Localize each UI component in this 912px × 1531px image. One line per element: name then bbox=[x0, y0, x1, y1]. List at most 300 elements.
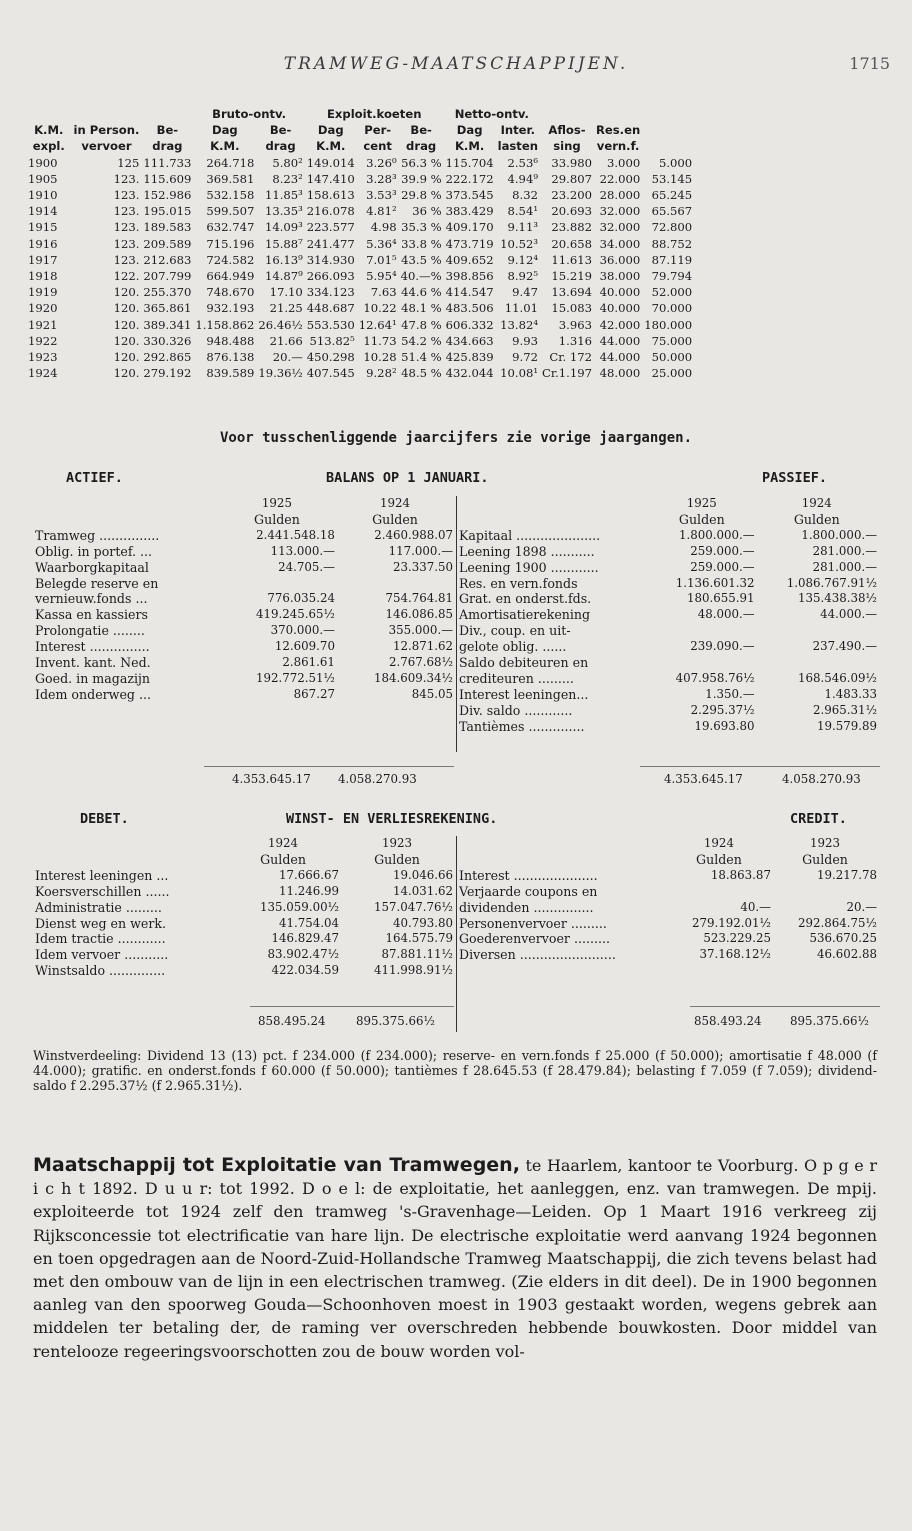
table-cell: 209.589 bbox=[143, 236, 192, 251]
table-cell: 839.589 bbox=[206, 366, 255, 381]
table-cell: 115.609 bbox=[143, 171, 192, 186]
table-cell: 2.53⁶ bbox=[507, 155, 538, 170]
table-cell: 23.200 bbox=[551, 188, 592, 203]
row-label: Div. saldo ............ bbox=[459, 702, 573, 718]
statement-row bbox=[34, 671, 454, 687]
row-value-b bbox=[756, 655, 878, 671]
table-cell: 38.000 bbox=[599, 269, 641, 284]
table-cell: 52.000 bbox=[651, 285, 693, 300]
table-cell: 223.577 bbox=[306, 220, 355, 235]
table-cell: 43.5 % bbox=[401, 252, 442, 267]
row-value-a bbox=[648, 623, 755, 639]
column-header: drag bbox=[152, 139, 183, 154]
company-description bbox=[33, 1154, 877, 1363]
row-value-a: 2.441.548.18 bbox=[256, 527, 335, 542]
table-cell: 53.145 bbox=[651, 171, 693, 186]
balance-total-rule bbox=[204, 766, 454, 767]
table-cell: 115.704 bbox=[445, 155, 494, 170]
statement-row bbox=[458, 947, 878, 963]
row-value-a: 180.655.91 bbox=[687, 591, 755, 606]
statement-row bbox=[34, 884, 454, 900]
year-cell: 1905 bbox=[28, 171, 58, 186]
table-cell: 532.158 bbox=[206, 188, 255, 203]
table-cell: 36.000 bbox=[599, 252, 641, 267]
statement-row bbox=[458, 900, 878, 916]
table-cell: 34.000 bbox=[599, 236, 641, 251]
statement-row bbox=[34, 868, 454, 884]
table-cell: 35.3 % bbox=[401, 220, 442, 235]
row-value-b: 146.086.85 bbox=[385, 607, 453, 622]
table-row bbox=[26, 333, 694, 349]
table-cell: 1.158.862 bbox=[195, 317, 255, 332]
row-value-b: 2.965.31½ bbox=[813, 702, 877, 717]
table-cell: 11.85³ bbox=[264, 188, 303, 203]
pl-left-total-b: 895.375.66½ bbox=[356, 1014, 435, 1028]
table-cell: 383.429 bbox=[445, 204, 494, 219]
row-value-a: 422.034.59 bbox=[271, 963, 340, 978]
row-value-a: 2.861.61 bbox=[282, 655, 335, 670]
table-cell: 120. bbox=[113, 366, 140, 381]
table-row bbox=[26, 284, 694, 300]
year-cell: 1921 bbox=[28, 317, 58, 332]
table-cell: 26.46½ bbox=[258, 317, 303, 332]
year-header: 1925 bbox=[686, 496, 717, 510]
row-label: Invent. kant. Ned. bbox=[35, 655, 151, 671]
pl-credit-table bbox=[458, 836, 878, 963]
page-number: 1715 bbox=[849, 54, 890, 73]
table-cell: 120. bbox=[113, 301, 140, 316]
table-cell: 398.856 bbox=[445, 269, 494, 284]
table-cell: 483.506 bbox=[445, 301, 494, 316]
statement-row bbox=[458, 916, 878, 932]
row-value-b bbox=[756, 623, 878, 639]
table-cell: 21.25 bbox=[269, 301, 303, 316]
pl-right-title: CREDIT. bbox=[790, 811, 847, 827]
column-header: vervoer bbox=[81, 139, 132, 154]
column-header: Dag bbox=[456, 123, 483, 138]
table-cell: 553.530 bbox=[306, 317, 355, 332]
row-value-a: 239.090.— bbox=[690, 639, 755, 654]
year-header: 1924 bbox=[703, 836, 734, 850]
statement-row bbox=[458, 655, 878, 671]
statement-row bbox=[34, 560, 454, 576]
table-cell: 5.80² bbox=[272, 155, 303, 170]
row-value-a bbox=[218, 576, 336, 592]
year-cell: 1916 bbox=[28, 236, 58, 251]
row-value-a bbox=[648, 655, 755, 671]
table-cell: 599.507 bbox=[206, 204, 255, 219]
row-value-a: 523.229.25 bbox=[703, 931, 771, 946]
year-cell: 1914 bbox=[28, 204, 58, 219]
table-cell: 9.28² bbox=[366, 366, 397, 381]
row-value-b bbox=[772, 884, 878, 900]
table-cell: 36 % bbox=[412, 204, 442, 219]
row-value-a: 24.705.— bbox=[278, 559, 335, 574]
row-label: Prolongatie ........ bbox=[35, 623, 145, 639]
table-cell: 9.47 bbox=[512, 285, 538, 300]
table-cell: 48.5 % bbox=[401, 366, 442, 381]
row-value-b bbox=[336, 576, 454, 592]
table-cell: 13.35³ bbox=[264, 204, 303, 219]
statement-row bbox=[34, 607, 454, 623]
table-cell: 8.54¹ bbox=[507, 204, 538, 219]
table-cell: 39.9 % bbox=[401, 171, 442, 186]
table-row bbox=[26, 236, 694, 252]
table-cell: 72.800 bbox=[651, 220, 693, 235]
column-header: Aflos- bbox=[548, 123, 586, 138]
balance-left-title: ACTIEF. bbox=[66, 470, 123, 486]
row-value-a: 37.168.12½ bbox=[699, 947, 771, 962]
table-cell: 158.613 bbox=[306, 188, 355, 203]
table-cell: 3.28³ bbox=[366, 171, 397, 186]
column-header: K.M. bbox=[454, 139, 485, 154]
pl-right-total-b: 895.375.66½ bbox=[790, 1014, 869, 1028]
table-cell: 4.81² bbox=[366, 204, 397, 219]
table-cell: 748.670 bbox=[206, 285, 255, 300]
table-cell: 8.92⁵ bbox=[507, 269, 538, 284]
table-cell: 189.583 bbox=[143, 220, 192, 235]
row-label: Goederenvervoer ......... bbox=[459, 931, 610, 947]
row-value-a: 17.666.67 bbox=[278, 867, 340, 882]
row-label: Saldo debiteuren en bbox=[459, 655, 589, 671]
row-value-b: 168.546.09½ bbox=[798, 670, 877, 685]
row-value-a: 1.800.000.— bbox=[678, 527, 755, 542]
table-cell: 606.332 bbox=[445, 317, 494, 332]
column-header: Res.en bbox=[595, 123, 641, 138]
table-cell: 10.22 bbox=[363, 301, 397, 316]
row-value-a: 192.772.51½ bbox=[255, 670, 335, 685]
year-header: 1924 bbox=[801, 496, 832, 510]
row-label: Idem vervoer ........... bbox=[35, 947, 169, 963]
statement-row bbox=[34, 591, 454, 607]
statement-row bbox=[458, 687, 878, 703]
row-label: Interest ............... bbox=[35, 639, 150, 655]
table-cell: 40.000 bbox=[599, 301, 641, 316]
table-cell: 122. bbox=[113, 269, 140, 284]
balance-right-title: PASSIEF. bbox=[762, 470, 828, 486]
statement-row bbox=[458, 576, 878, 592]
table-cell: 3.26⁰ bbox=[366, 155, 397, 170]
row-value-a: 867.27 bbox=[293, 686, 335, 701]
table-cell: 10.08¹ bbox=[500, 366, 538, 381]
table-cell: 29.8 % bbox=[401, 188, 442, 203]
statement-row bbox=[34, 916, 454, 932]
row-value-b: 1.483.33 bbox=[824, 686, 877, 701]
table-cell: 20.— bbox=[272, 350, 303, 365]
row-value-a: 370.000.— bbox=[270, 623, 335, 638]
table-cell: 7.63 bbox=[370, 285, 397, 300]
row-label: Dienst weg en werk. bbox=[35, 915, 166, 931]
row-value-b: 2.460.988.07 bbox=[374, 527, 453, 542]
table-cell: 44.000 bbox=[599, 333, 641, 348]
stats-header-row bbox=[26, 138, 694, 154]
table-cell: 409.652 bbox=[445, 252, 494, 267]
table-row bbox=[26, 252, 694, 268]
row-value-a: 41.754.04 bbox=[278, 915, 340, 930]
row-value-a: 18.863.87 bbox=[710, 867, 771, 882]
row-value-b: 184.609.34½ bbox=[374, 670, 453, 685]
row-value-b: 281.000.— bbox=[812, 559, 877, 574]
table-cell: 9.72 bbox=[512, 350, 538, 365]
row-value-b: 12.871.62 bbox=[392, 639, 453, 654]
table-cell: 19.36½ bbox=[258, 366, 303, 381]
unit-header: Gulden bbox=[696, 851, 742, 867]
row-value-b: 281.000.— bbox=[812, 543, 877, 558]
table-cell: 264.718 bbox=[206, 155, 255, 170]
table-cell: 266.093 bbox=[306, 269, 355, 284]
stats-header-row bbox=[26, 122, 694, 138]
year-cell: 1910 bbox=[28, 188, 58, 203]
table-cell: 33.980 bbox=[551, 155, 592, 170]
row-value-a: 407.958.76½ bbox=[675, 670, 755, 685]
group-header: Bruto-ontv. bbox=[212, 107, 287, 121]
row-value-b: 237.490.— bbox=[812, 639, 877, 654]
table-cell: 21.66 bbox=[269, 333, 303, 348]
group-header: Netto-ontv. bbox=[454, 107, 529, 121]
table-cell: 120. bbox=[113, 333, 140, 348]
table-cell: 79.794 bbox=[651, 269, 693, 284]
pl-divider bbox=[456, 836, 457, 1032]
table-cell: 42.000 bbox=[599, 317, 641, 332]
year-cell: 1922 bbox=[28, 333, 58, 348]
balance-total-rule bbox=[640, 766, 880, 767]
table-cell: 28.000 bbox=[599, 188, 641, 203]
table-cell: 16.13⁹ bbox=[264, 252, 303, 267]
table-cell: 3.53³ bbox=[366, 188, 397, 203]
balance-divider bbox=[456, 496, 457, 752]
row-value-b: 44.000.— bbox=[820, 607, 877, 622]
row-label: Personenvervoer ......... bbox=[459, 915, 607, 931]
row-value-a: 146.829.47 bbox=[271, 931, 340, 946]
row-value-a: 11.246.99 bbox=[278, 883, 340, 898]
statement-row bbox=[458, 544, 878, 560]
table-row bbox=[26, 317, 694, 333]
column-header: Per- bbox=[364, 123, 392, 138]
row-value-b: 157.047.76½ bbox=[374, 899, 453, 914]
table-cell: 434.663 bbox=[445, 333, 494, 348]
table-cell: 513.82⁵ bbox=[309, 333, 355, 348]
statement-row bbox=[458, 528, 878, 544]
table-row bbox=[26, 300, 694, 316]
column-header: expl. bbox=[32, 139, 65, 154]
table-cell: 40.000 bbox=[599, 285, 641, 300]
row-value-b: 20.— bbox=[846, 899, 877, 914]
row-label: Kassa en kassiers bbox=[35, 607, 148, 623]
row-label: crediteuren ......... bbox=[459, 670, 574, 686]
column-header: in Person. bbox=[73, 123, 140, 138]
statement-row bbox=[458, 639, 878, 655]
column-header: cent bbox=[363, 139, 392, 154]
column-header: Dag bbox=[317, 123, 344, 138]
table-cell: 9.93 bbox=[512, 333, 538, 348]
year-header: 1923 bbox=[809, 836, 840, 850]
row-label: Kapitaal ..................... bbox=[459, 527, 601, 543]
statement-row bbox=[34, 576, 454, 592]
table-cell: 414.547 bbox=[445, 285, 494, 300]
pl-left-title: DEBET. bbox=[80, 811, 129, 827]
table-cell: 25.000 bbox=[651, 366, 693, 381]
table-cell: 123. bbox=[113, 188, 140, 203]
row-label: Tantièmes .............. bbox=[459, 718, 585, 734]
unit-header: Gulden bbox=[260, 851, 306, 867]
row-label: Koersverschillen ...... bbox=[35, 883, 170, 899]
table-cell: 123. bbox=[113, 220, 140, 235]
row-value-b: 117.000.— bbox=[388, 543, 453, 558]
row-value-a: 279.192.01½ bbox=[691, 915, 771, 930]
row-label: Interest ..................... bbox=[459, 867, 598, 883]
table-cell: 123. bbox=[113, 236, 140, 251]
statement-row bbox=[34, 655, 454, 671]
row-value-a: 1.136.601.32 bbox=[675, 575, 755, 590]
table-cell: 111.733 bbox=[143, 155, 192, 170]
table-cell: 23.882 bbox=[551, 220, 592, 235]
row-label: Leening 1900 ............ bbox=[459, 559, 599, 575]
table-row bbox=[26, 171, 694, 187]
table-cell: 724.582 bbox=[206, 252, 255, 267]
row-value-b: 19.046.66 bbox=[392, 867, 453, 882]
year-cell: 1919 bbox=[28, 285, 58, 300]
table-cell: 125 bbox=[117, 155, 140, 170]
table-cell: 12.64¹ bbox=[358, 317, 397, 332]
group-header: Exploit.koeten bbox=[327, 107, 422, 121]
balance-left-total-a: 4.353.645.17 bbox=[232, 772, 311, 786]
row-value-a: 776.035.24 bbox=[267, 591, 335, 606]
row-value-b: 355.000.— bbox=[388, 623, 453, 638]
table-cell: 47.8 % bbox=[401, 317, 442, 332]
table-cell: 56.3 % bbox=[401, 155, 442, 170]
pl-total-rule bbox=[250, 1006, 454, 1007]
table-cell: 123. bbox=[113, 252, 140, 267]
row-value-b: 135.438.38½ bbox=[798, 591, 877, 606]
unit-header: Gulden bbox=[793, 511, 840, 527]
table-cell: 123. bbox=[113, 171, 140, 186]
row-label: Amortisatierekening bbox=[459, 607, 591, 623]
unit-header: Gulden bbox=[372, 511, 418, 527]
table-cell: 15.219 bbox=[551, 269, 592, 284]
year-cell: 1900 bbox=[28, 155, 58, 170]
row-value-a: 113.000.— bbox=[270, 543, 335, 558]
table-cell: 369.581 bbox=[206, 171, 255, 186]
row-label: Winstsaldo .............. bbox=[35, 963, 166, 979]
table-cell: 87.119 bbox=[651, 252, 693, 267]
table-row bbox=[26, 187, 694, 203]
pl-debit-table bbox=[34, 836, 454, 979]
row-value-b: 19.217.78 bbox=[816, 867, 877, 882]
company-body: te Haarlem, kantoor te Voorburg. O p g e r i c h t 1892. D u u r: tot 1992. D o e l: de exploitatie, het aanleggen, enz. van tramwegen. De mpij. exploiteerde tot 1924 zelf den tramweg 's-Gravenhage—Leiden. Op 1 Maart 1916 verkreeg zij Rijksconcessie tot electrificatie van hare lijn. De electrische exploitatie werd aanvang 1924 begonnen en toen opgedragen aan de Noord-Zuid-Hollandsche Tramweg Maatschappij, die zich tevens belast had met den ombouw van de lijn in een electrischen tramweg. (Zie elders in dit deel). De in 1900 begonnen aanleg van den spoorweg Gouda—Schoonhoven moest in 1903 gestaakt worden, wegens gebrek aan middelen ter betaling der, de raming ver overschreden hebbende bouwkosten. Door middel van rentelooze regeeringsvoorschotten zou de bouw worden vol- bbox=[33, 1156, 877, 1361]
column-header: drag bbox=[406, 139, 437, 154]
table-cell: 70.000 bbox=[651, 301, 693, 316]
row-value-a: 83.902.47½ bbox=[267, 947, 340, 962]
table-cell: 40.—% bbox=[400, 269, 442, 284]
statement-row bbox=[458, 931, 878, 947]
table-cell: 207.799 bbox=[143, 269, 192, 284]
table-cell: 5.36⁴ bbox=[366, 236, 397, 251]
year-header: 1923 bbox=[381, 836, 413, 850]
statement-row bbox=[458, 560, 878, 576]
table-cell: 448.687 bbox=[306, 301, 355, 316]
table-cell: 51.4 % bbox=[401, 350, 442, 365]
row-label: Tramweg ............... bbox=[35, 527, 160, 543]
table-cell: 409.170 bbox=[445, 220, 494, 235]
table-cell: 11.01 bbox=[504, 301, 538, 316]
table-cell: 3.963 bbox=[558, 317, 592, 332]
table-cell: 279.192 bbox=[143, 366, 192, 381]
stats-footnote: Voor tusschenliggende jaarcijfers zie vorige jaargangen. bbox=[219, 430, 692, 446]
table-cell: 48.1 % bbox=[401, 301, 442, 316]
statement-row bbox=[458, 703, 878, 719]
table-cell: 15.88⁷ bbox=[264, 236, 303, 251]
row-label: Idem onderweg ... bbox=[35, 686, 151, 702]
unit-header: Gulden bbox=[374, 851, 420, 867]
table-cell: 948.488 bbox=[206, 333, 255, 348]
row-value-a: 2.295.37½ bbox=[690, 702, 755, 717]
row-value-a: 259.000.— bbox=[690, 559, 755, 574]
statement-row bbox=[34, 687, 454, 703]
table-cell: 13.82⁴ bbox=[500, 317, 538, 332]
row-label: Goed. in magazijn bbox=[35, 670, 151, 686]
row-label: dividenden ............... bbox=[459, 899, 594, 915]
row-label: Interest leeningen ... bbox=[35, 867, 169, 883]
statement-row bbox=[34, 900, 454, 916]
table-cell: 120. bbox=[113, 285, 140, 300]
table-cell: 152.986 bbox=[143, 188, 192, 203]
row-label: Div., coup. en uit- bbox=[459, 623, 571, 639]
row-label: Waarborgkapitaal bbox=[35, 559, 149, 575]
row-value-b: 164.575.79 bbox=[385, 931, 453, 946]
statement-row bbox=[458, 671, 878, 687]
table-cell: 32.000 bbox=[599, 220, 641, 235]
row-value-b: 14.031.62 bbox=[392, 883, 453, 898]
column-header: Inter. bbox=[500, 123, 536, 138]
statement-row bbox=[458, 719, 878, 735]
year-cell: 1923 bbox=[28, 350, 58, 365]
table-cell: 7.01⁵ bbox=[366, 252, 397, 267]
row-label: Oblig. in portef. ... bbox=[35, 543, 153, 559]
table-cell: 373.545 bbox=[445, 188, 494, 203]
unit-header: Gulden bbox=[254, 511, 300, 527]
table-cell: 180.000 bbox=[644, 317, 693, 332]
table-cell: 3.000 bbox=[607, 155, 641, 170]
table-cell: 8.32 bbox=[512, 188, 538, 203]
row-value-b: 1.800.000.— bbox=[801, 527, 877, 542]
column-header: K.M. bbox=[34, 123, 64, 138]
statement-row bbox=[34, 947, 454, 963]
statement-row bbox=[458, 607, 878, 623]
statement-row bbox=[34, 639, 454, 655]
row-value-b: 845.05 bbox=[411, 686, 453, 701]
table-row bbox=[26, 155, 694, 171]
table-cell: 715.196 bbox=[206, 236, 255, 251]
table-cell: 17.10 bbox=[269, 285, 303, 300]
table-cell: 54.2 % bbox=[401, 333, 442, 348]
row-value-b: 411.998.91½ bbox=[374, 963, 453, 978]
balance-right-total-a: 4.353.645.17 bbox=[664, 772, 743, 786]
table-cell: 50.000 bbox=[651, 350, 693, 365]
table-cell: 33.8 % bbox=[401, 236, 442, 251]
year-cell: 1917 bbox=[28, 252, 58, 267]
stats-group-header-row bbox=[26, 106, 694, 122]
year-cell: 1924 bbox=[28, 366, 58, 381]
table-cell: 389.341 bbox=[143, 317, 192, 332]
row-value-a bbox=[666, 884, 772, 900]
column-header: sing bbox=[553, 139, 581, 154]
year-cell: 1918 bbox=[28, 269, 58, 284]
balance-liabilities-table bbox=[458, 496, 878, 735]
table-cell: 44.000 bbox=[599, 350, 641, 365]
column-header: Be- bbox=[410, 123, 432, 138]
row-label: Leening 1898 ........... bbox=[459, 543, 595, 559]
table-cell: 292.865 bbox=[143, 350, 192, 365]
